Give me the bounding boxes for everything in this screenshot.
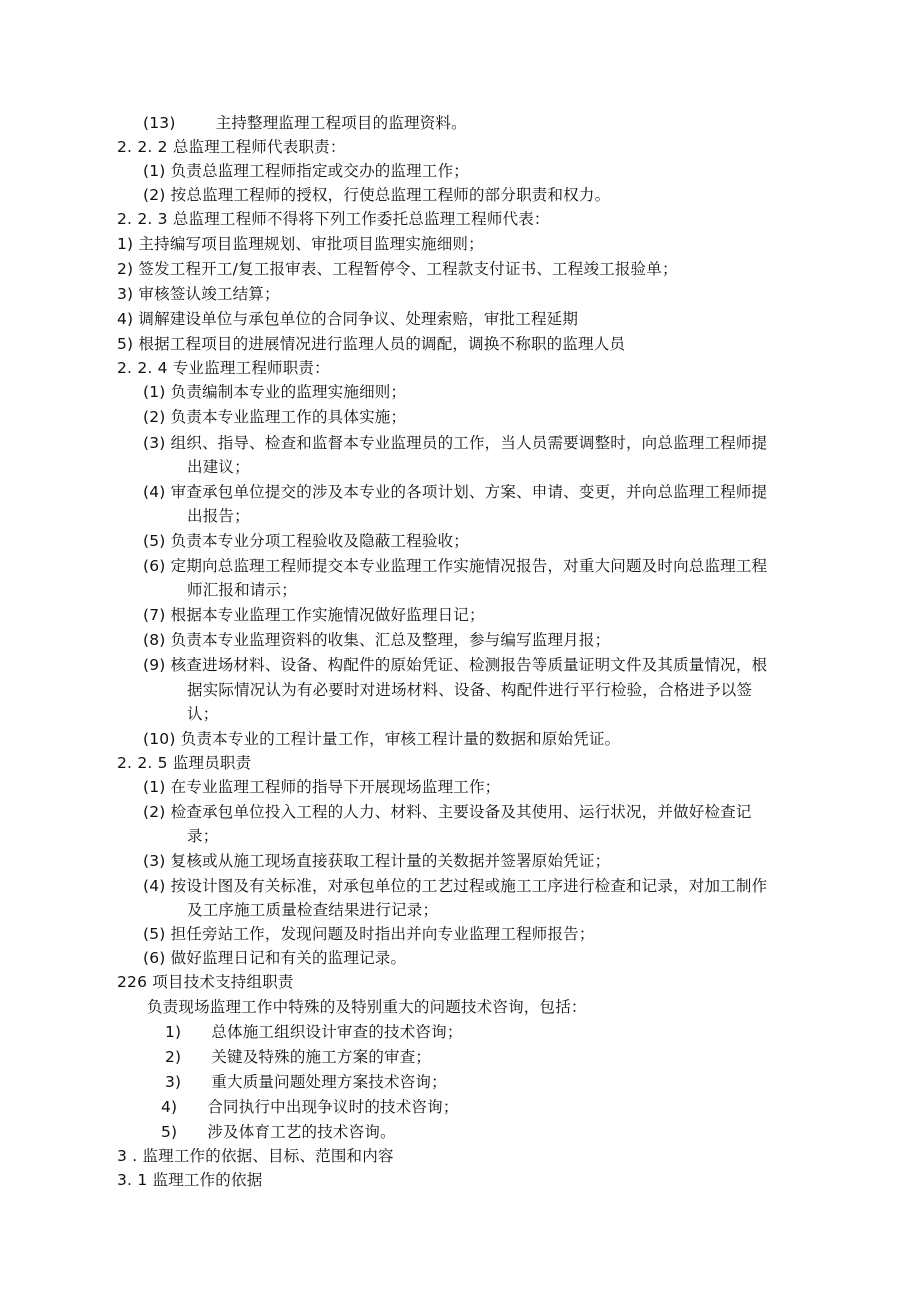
item-number: (13) [143, 114, 176, 132]
item-number: 5) [161, 1123, 178, 1141]
list-item: (6) 做好监理日记和有关的监理记录。 [143, 949, 407, 967]
item-text: 重大质量问题处理方案技术咨询； [211, 1073, 447, 1091]
list-item-continuation: 及工序施工质量检查结果进行记录； [187, 901, 439, 919]
chapter-heading: 3 . 监理工作的依据、目标、范围和内容 [117, 1147, 394, 1165]
list-item: 1) 主持编写项目监理规划、审批项目监理实施细则； [117, 235, 484, 253]
section-heading: 226 项目技术支持组职责 [117, 973, 294, 991]
item-number: 1) [165, 1023, 182, 1041]
list-item: (3) 组织、指导、检查和监督本专业监理员的工作，当人员需要调整时，向总监理工程师提 [143, 434, 768, 452]
section-heading: 2. 2. 5 监理员职责 [117, 754, 252, 772]
list-item [161, 1120, 396, 1144]
list-item-continuation: 出建议； [187, 458, 250, 476]
item-number: 2) [165, 1048, 182, 1066]
item-number: 4) [161, 1098, 178, 1116]
list-item: (2) 检查承包单位投入工程的人力、材料、主要设备及其使用、运行状况，并做好检查记 [143, 803, 752, 821]
list-item [165, 1020, 463, 1044]
item-text: 关键及特殊的施工方案的审查； [211, 1048, 432, 1066]
list-item [143, 111, 467, 135]
item-text: 合同执行中出现争议时的技术咨询； [207, 1098, 459, 1116]
list-item [165, 1045, 431, 1069]
list-item-continuation: 师汇报和请示； [187, 581, 297, 599]
item-text: 总体施工组织设计审查的技术咨询； [211, 1023, 463, 1041]
list-item: (4) 审查承包单位提交的涉及本专业的各项计划、方案、申请、变更，并向总监理工程师提 [143, 483, 768, 501]
list-item: (9) 核查进场材料、设备、构配件的原始凭证、检测报告等质量证明文件及其质量情况，根 [143, 656, 768, 674]
list-item: (10) 负责本专业的工程计量工作，审核工程计量的数据和原始凭证。 [143, 730, 621, 748]
list-item: (3) 复核或从施工现场直接获取工程计量的关数据并签署原始凭证； [143, 852, 611, 870]
section-heading: 2. 2. 4 专业监理工程师职责： [117, 359, 330, 377]
list-item: (1) 负责总监理工程师指定或交办的监理工作； [143, 162, 469, 180]
list-item: (2) 按总监理工程师的授权，行使总监理工程师的部分职责和权力。 [143, 186, 611, 204]
item-number: 3) [165, 1073, 182, 1091]
item-text: 主持整理监理工程项目的监理资料。 [215, 114, 467, 132]
section-heading: 2. 2. 3 总监理工程师不得将下列工作委托总监理工程师代表： [117, 210, 550, 228]
list-item: (5) 负责本专业分项工程验收及隐蔽工程验收； [143, 532, 469, 550]
list-item: (6) 定期向总监理工程师提交本专业监理工作实施情况报告，对重大问题及时向总监理工程 [143, 557, 768, 575]
item-text: 涉及体育工艺的技术咨询。 [207, 1123, 396, 1141]
paragraph: 负责现场监理工作中特殊的及特别重大的问题技术咨询，包括： [147, 998, 587, 1016]
list-item [165, 1070, 447, 1094]
list-item: (7) 根据本专业监理工作实施情况做好监理日记； [143, 606, 485, 624]
list-item: (2) 负责本专业监理工作的具体实施； [143, 408, 407, 426]
list-item: 4) 调解建设单位与承包单位的合同争议、处理索赔，审批工程延期 [117, 310, 579, 328]
list-item: (5) 担任旁站工作，发现问题及时指出并向专业监理工程师报告； [143, 925, 595, 943]
list-item: 3) 审核签认竣工结算； [117, 285, 280, 303]
list-item: 2) 签发工程开工/复工报审表、工程暂停令、工程款支付证书、工程竣工报验单； [117, 260, 678, 278]
list-item: (8) 负责本专业监理资料的收集、汇总及整理，参与编写监理月报； [143, 631, 611, 649]
section-heading: 2. 2. 2 总监理工程师代表职责： [117, 138, 346, 156]
list-item: 5) 根据工程项目的进展情况进行监理人员的调配，调换不称职的监理人员 [117, 335, 626, 353]
list-item-continuation: 认； [187, 705, 219, 723]
list-item: (1) 负责编制本专业的监理实施细则； [143, 383, 407, 401]
list-item [161, 1095, 459, 1119]
list-item: (4) 按设计图及有关标准，对承包单位的工艺过程或施工工序进行检查和记录，对加工制作 [143, 877, 768, 895]
list-item-continuation: 录； [187, 827, 219, 845]
list-item-continuation: 据实际情况认为有必要时对进场材料、设备、构配件进行平行检验，合格进予以签 [187, 681, 753, 699]
list-item-continuation: 出报告； [187, 507, 250, 525]
list-item: (1) 在专业监理工程师的指导下开展现场监理工作； [143, 778, 501, 796]
section-heading: 3. 1 监理工作的依据 [117, 1171, 263, 1189]
